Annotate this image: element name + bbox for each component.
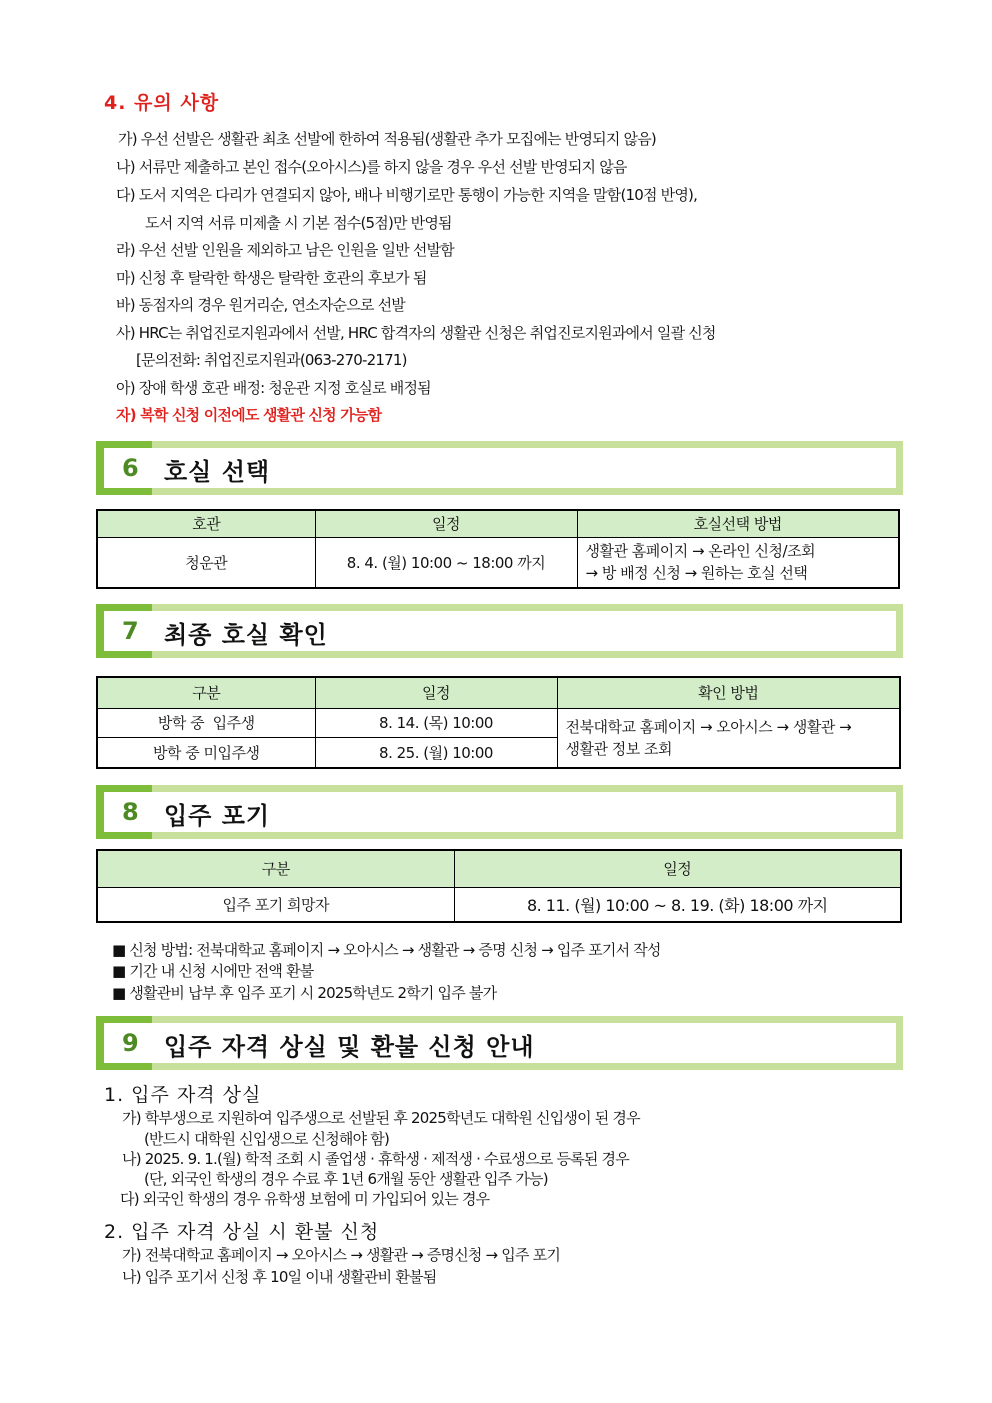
column-header: 호관: [97, 510, 315, 537]
note-item: 나) 서류만 제출하고 본인 접수(오아시스)를 하지 않을 경우 우선 선발 반영되지 않음: [116, 158, 627, 176]
subheading: 2. 입주 자격 상실 시 환불 신청: [104, 1221, 380, 1243]
section-title: 입주 자격 상실 및 환불 신청 안내: [164, 1033, 535, 1061]
section-title: 최종 호실 확인: [164, 621, 328, 649]
cell-schedule: 8. 14. (목) 10:00: [315, 708, 557, 738]
cell-method: [577, 537, 899, 588]
note-item-highlight: 자) 복학 신청 이전에도 생활관 신청 가능함: [116, 406, 382, 424]
list-item: 가) 전북대학교 홈페이지 → 오아시스 → 생활관 → 증명신청 → 입주 포기: [122, 1246, 561, 1264]
section-number: 9: [122, 1029, 139, 1057]
method-line: 전북대학교 홈페이지 → 오아시스 → 생활관 →: [565, 717, 852, 736]
list-item: 나) 입주 포기서 신청 후 10일 이내 생활관비 환불됨: [122, 1268, 437, 1286]
section-header-7: [96, 604, 903, 658]
method-line: 생활관 정보 조회: [565, 739, 672, 758]
cell-schedule: 8. 4. (월) 10:00 ~ 18:00 까지: [315, 537, 577, 588]
section-number: 8: [122, 798, 139, 826]
room-selection-table: [96, 509, 900, 589]
column-header: 일정: [315, 510, 577, 537]
list-item: 다) 외국인 학생의 경우 유학생 보험에 미 가입되어 있는 경우: [120, 1190, 490, 1208]
cell-method: [557, 708, 900, 768]
note-item: 도서 지역 서류 미제출 시 기본 점수(5점)만 반영됨: [145, 214, 452, 232]
final-room-table: [96, 676, 901, 769]
cell-category: 방학 중 미입주생: [97, 738, 315, 768]
cell-category: 방학 중 입주생: [97, 708, 315, 738]
subheading: 1. 입주 자격 상실: [104, 1084, 262, 1106]
cell-category: 입주 포기 희망자: [97, 887, 454, 922]
note-item: 가) 우선 선발은 생활관 최초 선발에 한하여 적용됨(생활관 추가 모집에는 반영되지 않음): [118, 130, 656, 148]
note-item: 사) HRC는 취업진로지원과에서 선발, HRC 합격자의 생활관 신청은 취업진로지원과에서 일괄 신청: [116, 324, 716, 342]
column-header: 호실선택 방법: [577, 510, 899, 537]
section-number: 6: [122, 454, 139, 482]
column-header: 일정: [315, 677, 557, 708]
notes-title: 4. 유의 사항: [104, 92, 220, 114]
note-item: [문의전화: 취업진로지원과(063-270-2171): [136, 351, 407, 369]
column-header: 일정: [454, 850, 901, 887]
note-item: 아) 장애 학생 호관 배정: 청운관 지정 호실로 배정됨: [116, 379, 431, 397]
column-header: 구분: [97, 850, 454, 887]
list-item: 가) 학부생으로 지원하여 입주생으로 선발된 후 2025학년도 대학원 신입생이 된 경우: [122, 1109, 640, 1127]
note-item: 마) 신청 후 탈락한 학생은 탈락한 호관의 후보가 됨: [116, 269, 427, 287]
section-title: 호실 선택: [164, 458, 271, 486]
section-header-6: [96, 441, 903, 495]
cell-building: 청운관: [97, 537, 315, 588]
method-line: → 방 배정 신청 → 원하는 호실 선택: [585, 564, 808, 583]
list-item: 나) 2025. 9. 1.(월) 학적 조회 시 졸업생 · 휴학생 · 제적생 · 수료생으로 등록된 경우: [122, 1150, 629, 1168]
note-item: 바) 동점자의 경우 원거리순, 연소자순으로 선발: [116, 296, 405, 314]
cell-schedule: 8. 11. (월) 10:00 ~ 8. 19. (화) 18:00 까지: [454, 887, 901, 922]
column-header: 확인 방법: [557, 677, 900, 708]
bullet-item: ■ 생활관비 납부 후 입주 포기 시 2025학년도 2학기 입주 불가: [112, 982, 496, 1003]
cell-schedule: 8. 25. (월) 10:00: [315, 738, 557, 768]
section-header-9: [96, 1016, 903, 1070]
list-item: (단, 외국인 학생의 경우 수료 후 1년 6개월 동안 생활관 입주 가능): [144, 1170, 548, 1188]
move-in-cancel-table: [96, 849, 902, 923]
column-header: 구분: [97, 677, 315, 708]
note-item: 다) 도서 지역은 다리가 연결되지 않아, 배나 비행기로만 통행이 가능한 지역을 말함(10점 반영),: [116, 186, 698, 204]
bullet-item: ■ 기간 내 신청 시에만 전액 환불: [112, 960, 313, 981]
section-number: 7: [122, 617, 139, 645]
list-item: (반드시 대학원 신입생으로 신청해야 함): [144, 1130, 390, 1148]
method-line: 생활관 홈페이지 → 온라인 신청/조회: [585, 542, 816, 561]
section-header-8: [96, 785, 903, 839]
bullet-item: ■ 신청 방법: 전북대학교 홈페이지 → 오아시스 → 생활관 → 증명 신청 → 입주 포기서 작성: [112, 939, 661, 960]
section-title: 입주 포기: [164, 802, 271, 830]
note-item: 라) 우선 선발 인원을 제외하고 남은 인원을 일반 선발함: [116, 241, 454, 259]
